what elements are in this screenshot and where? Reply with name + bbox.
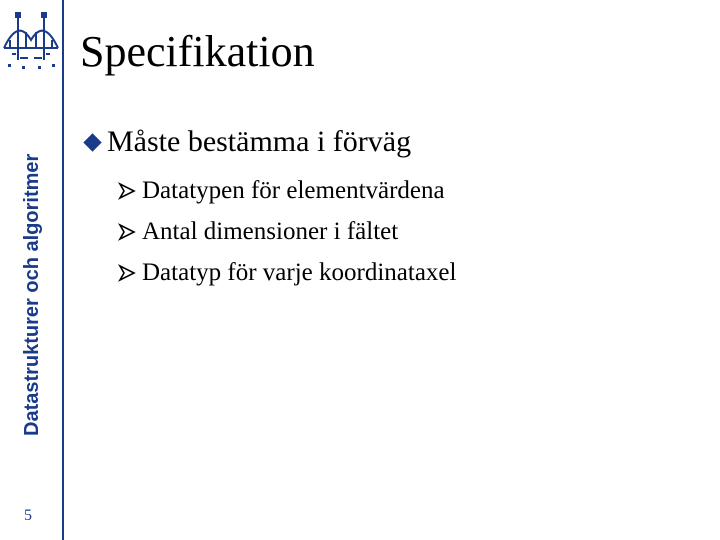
slide-title: Specifikation <box>80 27 315 76</box>
list-item <box>118 211 456 252</box>
sub-bullet-text: Datatyp för varje koordinataxel <box>142 259 457 286</box>
list-item <box>118 252 456 293</box>
diamond-bullet-icon <box>83 133 101 151</box>
arrow-bullet-icon <box>118 182 136 200</box>
course-title: Datastrukturer och algoritmer <box>21 153 43 436</box>
sidebar-divider <box>62 0 64 540</box>
arrow-bullet-icon <box>118 223 136 241</box>
page-number: 5 <box>24 507 32 524</box>
sidebar <box>0 0 64 540</box>
arrow-bullet-icon <box>118 264 136 282</box>
list-item <box>118 170 456 211</box>
sub-bullet-text: Antal dimensioner i fältet <box>142 218 399 245</box>
sub-bullet-text: Datatypen för elementvärdena <box>142 177 445 204</box>
bridge-logo-icon <box>2 10 60 74</box>
sub-bullet-list <box>118 170 456 293</box>
main-bullet <box>82 124 411 160</box>
main-bullet-text: Måste bestämma i förväg <box>107 125 412 158</box>
